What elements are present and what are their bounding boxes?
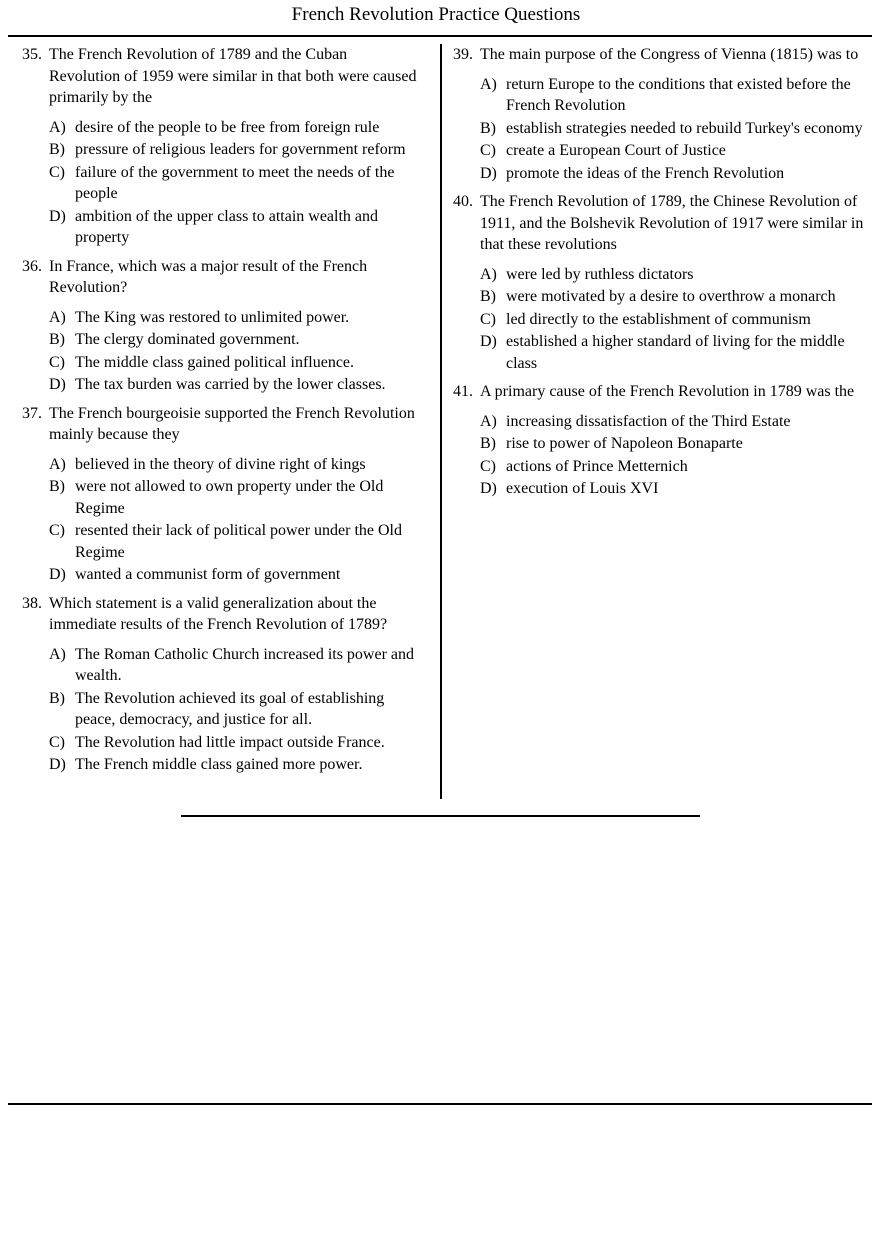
option-text: establish strategies needed to rebuild Turkey's economy (506, 119, 863, 137)
question-35 (22, 44, 420, 249)
left-column (22, 44, 420, 783)
question-39 (453, 44, 873, 184)
answer-option-a[interactable] (22, 117, 420, 139)
question-number: 38. (22, 594, 42, 612)
option-letter: A) (480, 412, 497, 430)
option-text: established a higher standard of living for the middle class (506, 333, 845, 372)
question-37 (22, 403, 420, 586)
question-text: In France, which was a major result of the French Revolution? (49, 257, 368, 296)
section-end-rule (181, 815, 700, 817)
option-text: desire of the people to be free from foreign rule (75, 118, 380, 136)
answer-option-b[interactable] (22, 476, 420, 519)
answer-option-c[interactable] (453, 456, 873, 478)
option-letter: D) (49, 756, 66, 773)
option-letter: C) (49, 163, 65, 181)
option-letter: A) (480, 265, 497, 283)
option-text: The clergy dominated government. (75, 331, 300, 348)
option-letter: D) (49, 566, 66, 583)
option-letter: C) (480, 142, 496, 159)
right-column (453, 44, 873, 507)
column-divider (440, 44, 442, 799)
option-text: pressure of religious leaders for government reform (75, 141, 406, 158)
option-text: rise to power of Napoleon Bonaparte (506, 435, 743, 452)
answer-option-c[interactable] (22, 520, 420, 563)
option-letter: D) (49, 207, 66, 225)
option-text: The middle class gained political influence. (75, 353, 355, 371)
answer-option-d[interactable] (453, 163, 873, 185)
answer-option-c[interactable] (453, 309, 873, 331)
footer-rule (8, 1103, 872, 1105)
option-letter: C) (49, 733, 65, 751)
option-letter: D) (480, 333, 497, 350)
answer-option-b[interactable] (453, 433, 873, 455)
answer-option-a[interactable] (453, 74, 873, 117)
answer-options (22, 307, 420, 396)
option-letter: D) (480, 480, 497, 497)
question-stem (22, 593, 420, 636)
question-number: 35. (22, 46, 42, 63)
option-letter: C) (480, 457, 496, 475)
answer-options (453, 411, 873, 500)
option-letter: B) (49, 478, 65, 495)
question-stem (453, 191, 873, 256)
answer-option-d[interactable] (22, 564, 420, 586)
option-text: The Revolution had little impact outside France. (75, 733, 385, 751)
answer-option-d[interactable] (22, 374, 420, 396)
question-text: The main purpose of the Congress of Vienna (1815) was to (480, 46, 859, 63)
question-38 (22, 593, 420, 776)
option-letter: D) (480, 164, 497, 182)
question-number: 39. (453, 46, 473, 63)
option-text: were motivated by a desire to overthrow a monarch (506, 288, 836, 305)
question-number: 36. (22, 257, 42, 275)
option-text: were not allowed to own property under the Old Regime (75, 478, 384, 517)
question-40 (453, 191, 873, 374)
option-text: were led by ruthless dictators (506, 265, 694, 283)
option-text: The French middle class gained more power. (75, 756, 363, 773)
answer-option-c[interactable] (22, 352, 420, 374)
question-stem (22, 403, 420, 446)
option-letter: A) (49, 308, 66, 326)
answer-options (22, 117, 420, 249)
option-letter: C) (49, 522, 65, 539)
answer-option-d[interactable] (453, 331, 873, 374)
option-text: believed in the theory of divine right of kings (75, 455, 366, 473)
answer-option-a[interactable] (22, 454, 420, 476)
answer-option-d[interactable] (22, 754, 420, 776)
option-letter: B) (49, 331, 65, 348)
option-letter: A) (49, 645, 66, 663)
answer-option-c[interactable] (453, 140, 873, 162)
option-letter: A) (49, 455, 66, 473)
header-rule (8, 35, 872, 37)
option-text: execution of Louis XVI (506, 480, 659, 497)
option-letter: B) (480, 119, 496, 137)
question-text: A primary cause of the French Revolution in 1789 was the (480, 383, 855, 400)
option-text: promote the ideas of the French Revolution (506, 164, 785, 182)
answer-option-b[interactable] (453, 286, 873, 308)
option-text: The King was restored to unlimited power. (75, 308, 350, 326)
option-letter: C) (480, 310, 496, 328)
answer-option-d[interactable] (453, 478, 873, 500)
answer-option-c[interactable] (22, 162, 420, 205)
option-text: ambition of the upper class to attain wealth and property (75, 207, 379, 246)
question-text: Which statement is a valid generalization about the immediate results of the French Revolution of 1789? (49, 594, 388, 633)
question-stem (453, 381, 873, 403)
question-number: 41. (453, 383, 473, 400)
answer-option-b[interactable] (22, 139, 420, 161)
question-number: 37. (22, 404, 42, 422)
page-title: French Revolution Practice Questions (291, 4, 581, 25)
answer-option-a[interactable] (22, 307, 420, 329)
option-text: The tax burden was carried by the lower classes. (75, 376, 386, 393)
option-letter: B) (49, 141, 65, 158)
option-text: actions of Prince Metternich (506, 457, 688, 475)
option-letter: B) (480, 435, 496, 452)
answer-option-b[interactable] (22, 688, 420, 731)
option-letter: C) (49, 353, 65, 371)
question-number: 40. (453, 193, 473, 210)
answer-options (453, 264, 873, 375)
option-letter: A) (49, 118, 66, 136)
option-text: wanted a communist form of government (75, 566, 341, 583)
answer-option-d[interactable] (22, 206, 420, 249)
option-text: led directly to the establishment of communism (506, 310, 811, 328)
answer-options (22, 644, 420, 776)
question-stem (22, 44, 420, 109)
option-text: return Europe to the conditions that existed before the French Revolution (506, 75, 851, 114)
option-text: The Revolution achieved its goal of establishing peace, democracy, and justice for all. (75, 689, 385, 728)
question-41 (453, 381, 873, 500)
answer-option-a[interactable] (453, 264, 873, 286)
option-letter: B) (480, 288, 496, 305)
option-letter: D) (49, 376, 66, 393)
option-text: create a European Court of Justice (506, 142, 726, 159)
option-text: resented their lack of political power under the Old Regime (75, 522, 402, 561)
option-text: The Roman Catholic Church increased its power and wealth. (75, 645, 415, 684)
answer-option-a[interactable] (22, 644, 420, 687)
answer-option-b[interactable] (22, 329, 420, 351)
option-letter: A) (480, 75, 497, 93)
question-text: The French bourgeoisie supported the French Revolution mainly because they (49, 404, 415, 443)
question-stem (22, 256, 420, 299)
question-text: The French Revolution of 1789, the Chinese Revolution of 1911, and the Bolshevik Revolution of 1917 were similar in that these revolutions (480, 193, 864, 253)
question-stem (453, 44, 873, 66)
question-36 (22, 256, 420, 396)
answer-option-c[interactable] (22, 732, 420, 754)
answer-options (453, 74, 873, 185)
option-text: failure of the government to meet the needs of the people (75, 163, 395, 202)
option-letter: B) (49, 689, 65, 707)
option-text: increasing dissatisfaction of the Third Estate (506, 412, 791, 430)
answer-options (22, 454, 420, 586)
question-text: The French Revolution of 1789 and the Cuban Revolution of 1959 were similar in that both were caused primarily by the (49, 46, 417, 106)
answer-option-b[interactable] (453, 118, 873, 140)
answer-option-a[interactable] (453, 411, 873, 433)
